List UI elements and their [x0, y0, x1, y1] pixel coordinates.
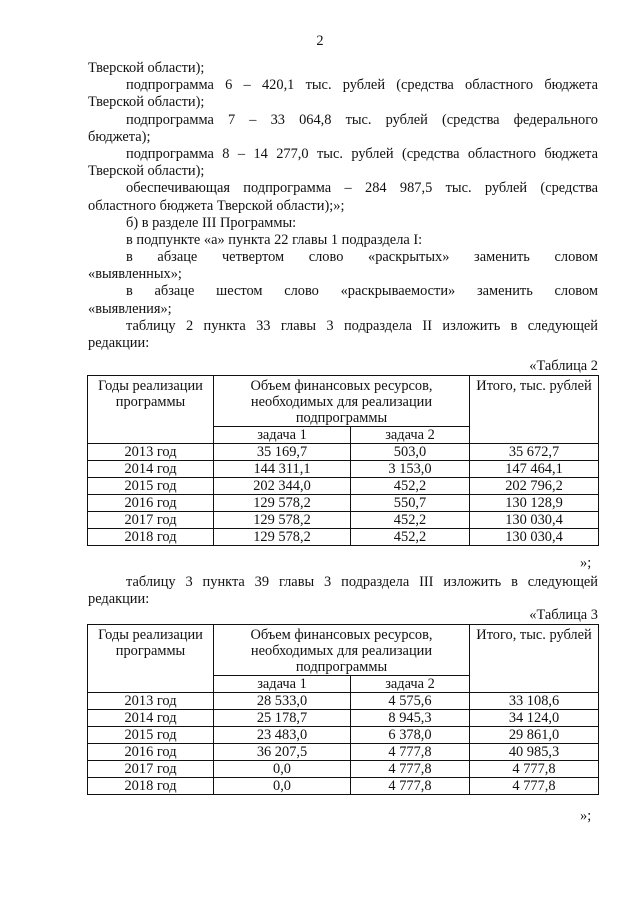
- cell-year: 2016 год: [88, 495, 214, 512]
- cell-task1: 36 207,5: [214, 744, 351, 761]
- cell-total: 33 108,6: [470, 693, 599, 710]
- paragraph-line: редакции:: [88, 591, 150, 608]
- table3-header-years: Годы реализации программы: [88, 625, 214, 693]
- table-row: [88, 529, 599, 546]
- cell-year: 2014 год: [88, 461, 214, 478]
- table-row: [88, 495, 599, 512]
- table-row: [88, 693, 599, 710]
- table2-sub-task2: задача 2: [351, 427, 470, 444]
- table2: [87, 375, 599, 546]
- table2-header-volume: Объем финансовых ресурсов, необходимых для реализации подпрограммы: [214, 376, 470, 427]
- paragraph-line: в абзаце четвертом слово «раскрытых» заменить словом: [126, 249, 598, 266]
- cell-year: 2017 год: [88, 512, 214, 529]
- cell-total: 130 030,4: [470, 512, 599, 529]
- table2-header-total: Итого, тыс. рублей: [470, 376, 599, 444]
- cell-task2: 452,2: [351, 478, 470, 495]
- table-row: [88, 727, 599, 744]
- paragraph-line: Тверской области);: [88, 60, 205, 76]
- table2-body: [88, 444, 599, 546]
- paragraph-line: Тверской области);: [88, 94, 205, 111]
- cell-task1: 202 344,0: [214, 478, 351, 495]
- paragraph-line: редакции:: [88, 335, 150, 351]
- cell-task1: 129 578,2: [214, 495, 351, 512]
- cell-task1: 25 178,7: [214, 710, 351, 727]
- table3-closing: »;: [580, 808, 592, 824]
- paragraph-line: подпрограмма 7 – 33 064,8 тыс. рублей (средства федерального: [126, 111, 598, 128]
- cell-task1: 0,0: [214, 778, 351, 795]
- table-row: [88, 478, 599, 495]
- table2-caption-wrap: [88, 358, 598, 375]
- cell-task2: 503,0: [351, 444, 470, 461]
- cell-year: 2014 год: [88, 710, 214, 727]
- cell-total: 29 861,0: [470, 727, 599, 744]
- table-row: [88, 512, 599, 529]
- table-row: [88, 461, 599, 478]
- table2-closing: »;: [580, 555, 592, 571]
- table2-sub-task1: задача 1: [214, 427, 351, 444]
- cell-task2: 8 945,3: [351, 710, 470, 727]
- paragraph-line: в подпункте «а» пункта 22 главы 1 подраздела I:: [126, 231, 423, 248]
- table3-header-volume: Объем финансовых ресурсов, необходимых для реализации подпрограммы: [214, 625, 470, 676]
- paragraph-line: таблицу 3 пункта 39 главы 3 подраздела III изложить в следующей: [126, 574, 598, 590]
- paragraph-line: «выявления»;: [88, 300, 172, 317]
- cell-total: 34 124,0: [470, 710, 599, 727]
- table-row: [88, 444, 599, 461]
- cell-task2: 4 777,8: [351, 744, 470, 761]
- paragraph-line: Тверской области);: [88, 163, 205, 180]
- cell-total: 147 464,1: [470, 461, 599, 478]
- cell-task2: 452,2: [351, 512, 470, 529]
- paragraph-line: обеспечивающая подпрограмма – 284 987,5 тыс. рублей (средства: [126, 180, 598, 197]
- paragraph-line: подпрограмма 8 – 14 277,0 тыс. рублей (средства областного бюджета: [126, 145, 598, 162]
- cell-year: 2017 год: [88, 761, 214, 778]
- table3-sub-task2: задача 2: [351, 676, 470, 693]
- cell-task2: 550,7: [351, 495, 470, 512]
- body-text-top: [88, 60, 598, 352]
- paragraph-line: областного бюджета Тверской области);»;: [88, 197, 345, 214]
- cell-task1: 23 483,0: [214, 727, 351, 744]
- cell-task1: 35 169,7: [214, 444, 351, 461]
- cell-task2: 4 575,6: [351, 693, 470, 710]
- cell-total: 4 777,8: [470, 761, 599, 778]
- table3-sub-task1: задача 1: [214, 676, 351, 693]
- cell-year: 2016 год: [88, 744, 214, 761]
- cell-total: 4 777,8: [470, 778, 599, 795]
- page-number: 2: [316, 33, 324, 49]
- cell-year: 2015 год: [88, 478, 214, 495]
- cell-total: 130 128,9: [470, 495, 599, 512]
- cell-task2: 6 378,0: [351, 727, 470, 744]
- paragraph-line: бюджета);: [88, 128, 151, 145]
- cell-task1: 129 578,2: [214, 512, 351, 529]
- cell-year: 2013 год: [88, 444, 214, 461]
- table-row: [88, 761, 599, 778]
- cell-task1: 144 311,1: [214, 461, 351, 478]
- cell-year: 2018 год: [88, 529, 214, 546]
- paragraph-line: подпрограмма 6 – 420,1 тыс. рублей (средства областного бюджета: [126, 77, 598, 94]
- cell-task2: 3 153,0: [351, 461, 470, 478]
- table3: [87, 624, 599, 795]
- table-row: [88, 778, 599, 795]
- table3-caption-wrap: [88, 607, 598, 624]
- cell-total: 40 985,3: [470, 744, 599, 761]
- paragraph-line: таблицу 2 пункта 33 главы 3 подраздела II изложить в следующей: [126, 317, 598, 334]
- paragraph-line: «выявленных»;: [88, 266, 182, 283]
- cell-task1: 0,0: [214, 761, 351, 778]
- cell-total: 202 796,2: [470, 478, 599, 495]
- cell-total: 35 672,7: [470, 444, 599, 461]
- cell-year: 2018 год: [88, 778, 214, 795]
- paragraph-line: б) в разделе III Программы:: [126, 214, 297, 231]
- cell-task2: 452,2: [351, 529, 470, 546]
- cell-year: 2013 год: [88, 693, 214, 710]
- cell-total: 130 030,4: [470, 529, 599, 546]
- table3-body: [88, 693, 599, 795]
- cell-task2: 4 777,8: [351, 778, 470, 795]
- cell-task1: 129 578,2: [214, 529, 351, 546]
- cell-task2: 4 777,8: [351, 761, 470, 778]
- cell-year: 2015 год: [88, 727, 214, 744]
- table3-header-total: Итого, тыс. рублей: [470, 625, 599, 693]
- paragraph-line: в абзаце шестом слово «раскрываемости» заменить словом: [126, 283, 598, 300]
- table2-header-years: Годы реализации программы: [88, 376, 214, 444]
- table-row: [88, 744, 599, 761]
- cell-task1: 28 533,0: [214, 693, 351, 710]
- table-row: [88, 710, 599, 727]
- table3-caption: «Таблица 3: [529, 607, 598, 623]
- body-text-mid: [88, 574, 598, 608]
- table2-caption: «Таблица 2: [529, 358, 598, 374]
